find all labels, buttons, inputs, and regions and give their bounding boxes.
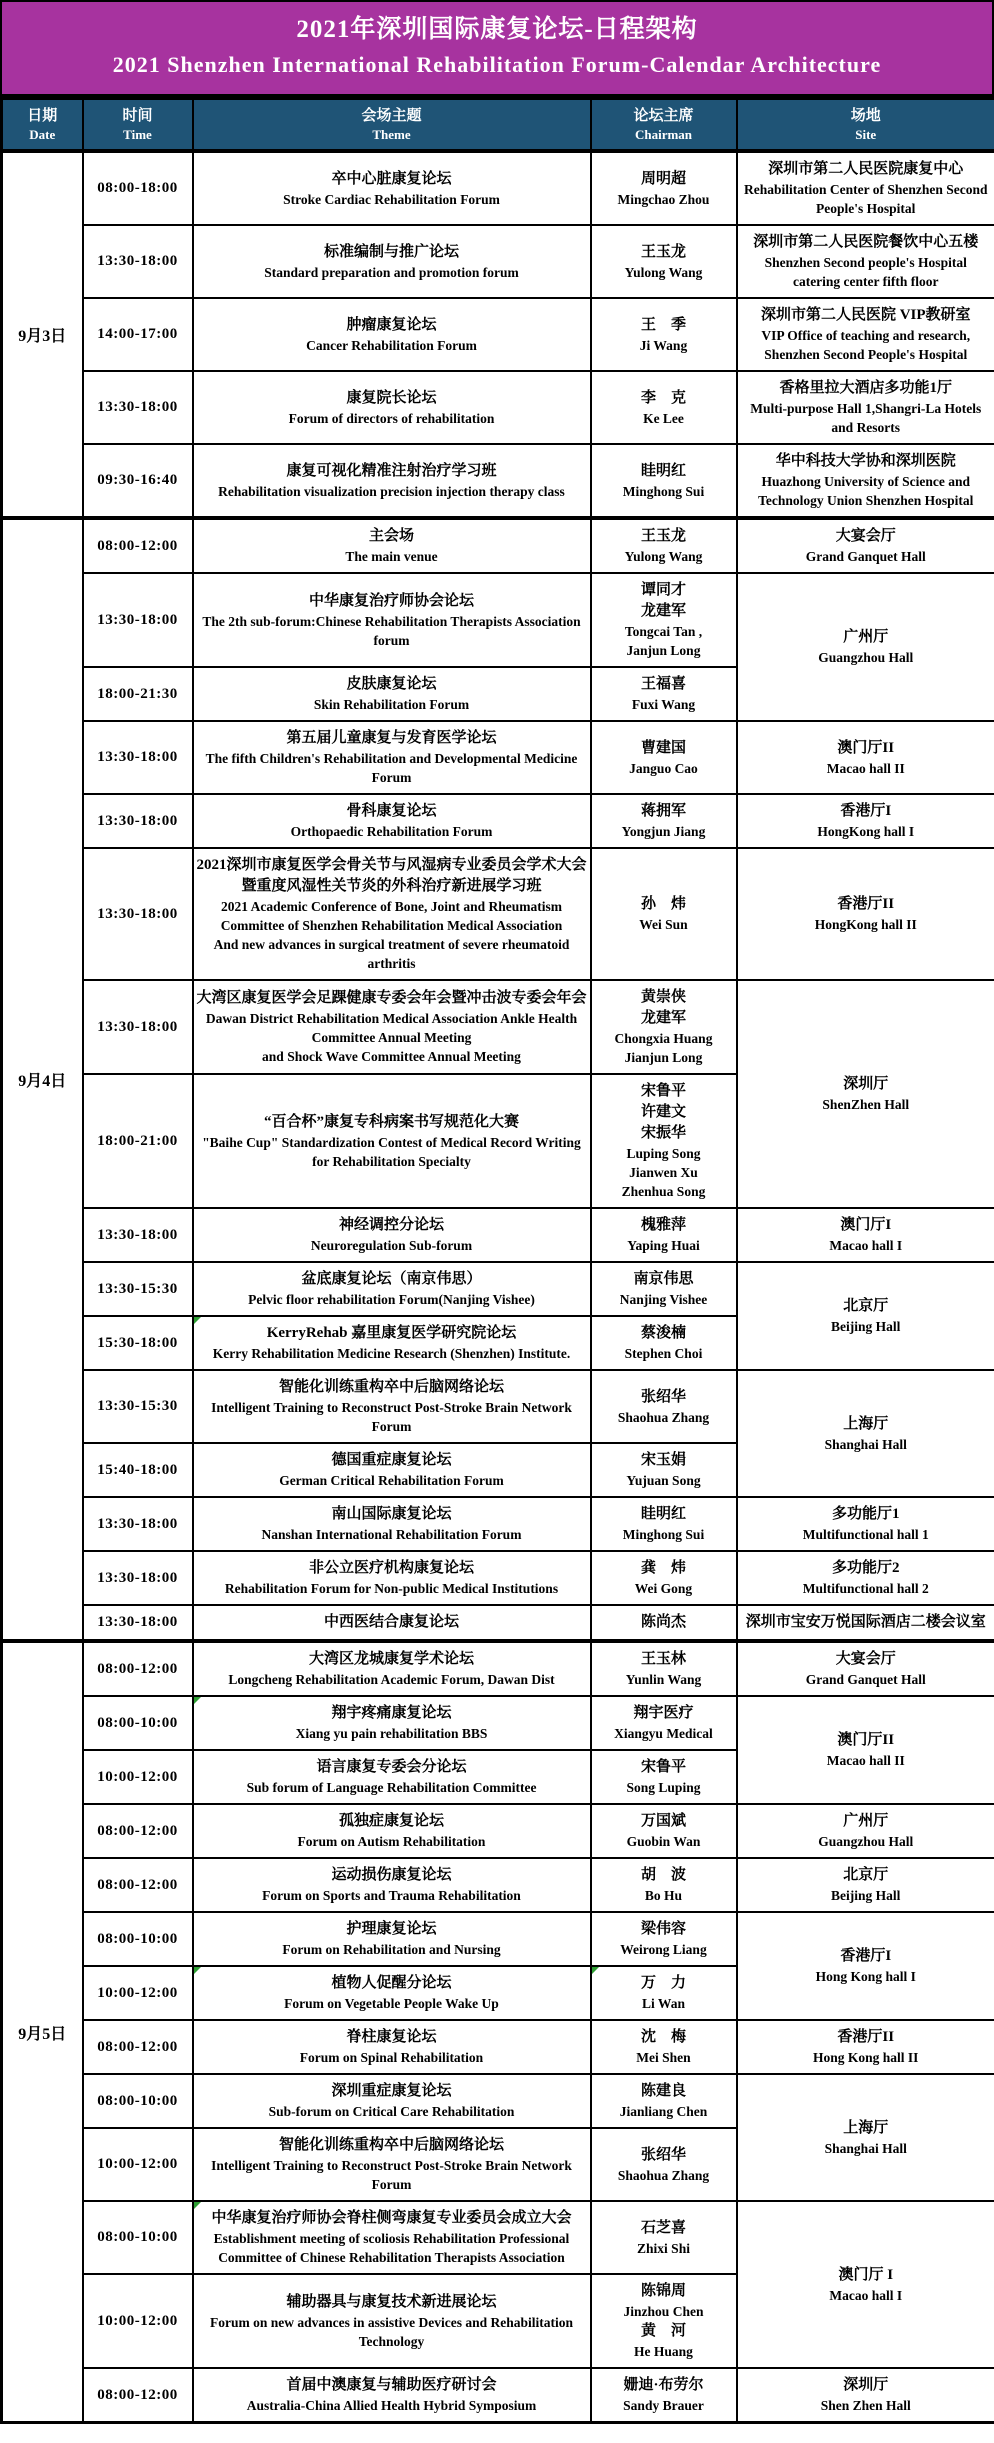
table-row <box>2 1804 994 1858</box>
time-cell: 13:30-18:00 <box>83 1551 193 1605</box>
column-header-date: 日期 Date <box>2 99 83 152</box>
chairman-cell: 眭明红 Minghong Sui <box>591 1497 737 1551</box>
theme-cell: 第五届儿童康复与发育医学论坛 The fifth Children's Rehabilitation and Developmental Medicine Forum <box>193 721 591 794</box>
chairman-cell: 孙 炜 Wei Sun <box>591 848 737 980</box>
chairman-cell: 王玉龙 Yulong Wang <box>591 518 737 573</box>
table-row <box>2 444 994 518</box>
chairman-cell: 眭明红 Minghong Sui <box>591 444 737 518</box>
theme-cell: 皮肤康复论坛 Skin Rehabilitation Forum <box>193 667 591 721</box>
theme-cell: “百合杯”康复专科病案书写规范化大赛 "Baihe Cup" Standardization Contest of Medical Record Writing for Rehabilitation Specialty <box>193 1074 591 1208</box>
column-header-theme: 会场主题 Theme <box>193 99 591 152</box>
chairman-cell: 胡 波 Bo Hu <box>591 1858 737 1912</box>
theme-cell: 智能化训练重构卒中后脑网络论坛 Intelligent Training to Reconstruct Post-Stroke Brain Network Forum <box>193 1370 591 1443</box>
date-cell: 9月4日 <box>2 518 83 1641</box>
date-cell: 9月5日 <box>2 1641 83 2423</box>
schedule-table <box>0 97 994 2424</box>
time-cell: 13:30-18:00 <box>83 573 193 667</box>
time-cell: 15:30-18:00 <box>83 1316 193 1370</box>
theme-cell: 卒中心脏康复论坛 Stroke Cardiac Rehabilitation Forum <box>193 151 591 225</box>
time-cell: 13:30-15:30 <box>83 1370 193 1443</box>
chairman-cell: 张绍华 Shaohua Zhang <box>591 1370 737 1443</box>
theme-cell: 标准编制与推广论坛 Standard preparation and promotion forum <box>193 225 591 298</box>
chairman-cell: 陈尚杰 <box>591 1605 737 1641</box>
chairman-cell: 黄崇侠 龙建军 Chongxia Huang Jianjun Long <box>591 980 737 1074</box>
site-cell: 多功能厅1 Multifunctional hall 1 <box>737 1497 994 1551</box>
site-cell: 澳门厅II Macao hall II <box>737 1696 994 1804</box>
time-cell: 13:30-18:00 <box>83 1605 193 1641</box>
table-row <box>2 1696 994 1750</box>
table-row <box>2 1497 994 1551</box>
time-cell: 13:30-18:00 <box>83 848 193 980</box>
time-cell: 10:00-12:00 <box>83 1750 193 1804</box>
theme-cell: KerryRehab 嘉里康复医学研究院论坛 Kerry Rehabilitation Medicine Research (Shenzhen) Institute. <box>193 1316 591 1370</box>
site-cell: 香格里拉大酒店多功能1厅 Multi-purpose Hall 1,Shangri-La Hotels and Resorts <box>737 371 994 444</box>
site-cell: 深圳市第二人民医院康复中心 Rehabilitation Center of Shenzhen Second People's Hospital <box>737 151 994 225</box>
chairman-cell: 翔宇医疗 Xiangyu Medical <box>591 1696 737 1750</box>
table-row <box>2 721 994 794</box>
schedule-body <box>2 151 994 2423</box>
chairman-cell: 姗迪·布劳尔 Sandy Brauer <box>591 2368 737 2423</box>
time-cell: 08:00-12:00 <box>83 1858 193 1912</box>
time-cell: 08:00-12:00 <box>83 1641 193 1696</box>
table-row <box>2 518 994 573</box>
time-cell: 09:30-16:40 <box>83 444 193 518</box>
theme-cell: 主会场 The main venue <box>193 518 591 573</box>
theme-cell: 辅助器具与康复技术新进展论坛 Forum on new advances in assistive Devices and Rehabilitation Technology <box>193 2274 591 2368</box>
site-cell: 深圳市第二人民医院 VIP教研室 VIP Office of teaching and research, Shenzhen Second People's Hospital <box>737 298 994 371</box>
time-cell: 13:30-18:00 <box>83 1208 193 1262</box>
time-cell: 13:30-15:30 <box>83 1262 193 1316</box>
chairman-cell: 宋鲁平 许建文 宋振华 Luping Song Jianwen Xu Zhenhua Song <box>591 1074 737 1208</box>
time-cell: 08:00-10:00 <box>83 1696 193 1750</box>
site-cell: 深圳厅 ShenZhen Hall <box>737 980 994 1208</box>
theme-cell: 南山国际康复论坛 Nanshan International Rehabilitation Forum <box>193 1497 591 1551</box>
time-cell: 13:30-18:00 <box>83 1497 193 1551</box>
chairman-cell: 陈建良 Jianliang Chen <box>591 2074 737 2128</box>
theme-cell: 护理康复论坛 Forum on Rehabilitation and Nursing <box>193 1912 591 1966</box>
site-cell: 澳门厅I Macao hall I <box>737 1208 994 1262</box>
theme-cell: 康复可视化精准注射治疗学习班 Rehabilitation visualization precision injection therapy class <box>193 444 591 518</box>
chairman-cell: 王 季 Ji Wang <box>591 298 737 371</box>
chairman-cell: 张绍华 Shaohua Zhang <box>591 2128 737 2201</box>
site-cell: 深圳市第二人民医院餐饮中心五楼 Shenzhen Second people's Hospital catering center fifth floor <box>737 225 994 298</box>
time-cell: 08:00-12:00 <box>83 1804 193 1858</box>
site-cell: 上海厅 Shanghai Hall <box>737 2074 994 2201</box>
table-row <box>2 1641 994 1696</box>
chairman-cell: 槐雅萍 Yaping Huai <box>591 1208 737 1262</box>
site-cell: 广州厅 Guangzhou Hall <box>737 1804 994 1858</box>
time-cell: 13:30-18:00 <box>83 371 193 444</box>
theme-cell: 康复院长论坛 Forum of directors of rehabilitation <box>193 371 591 444</box>
chairman-cell: 王福喜 Fuxi Wang <box>591 667 737 721</box>
time-cell: 08:00-18:00 <box>83 151 193 225</box>
chairman-cell: 南京伟思 Nanjing Vishee <box>591 1262 737 1316</box>
site-cell: 澳门厅II Macao hall II <box>737 721 994 794</box>
chairman-cell: 谭同才 龙建军 Tongcai Tan , Janjun Long <box>591 573 737 667</box>
chairman-cell: 曹建国 Janguo Cao <box>591 721 737 794</box>
theme-cell: 神经调控分论坛 Neuroregulation Sub-forum <box>193 1208 591 1262</box>
time-cell: 10:00-12:00 <box>83 2128 193 2201</box>
time-cell: 13:30-18:00 <box>83 721 193 794</box>
table-row <box>2 2020 994 2074</box>
table-row <box>2 1551 994 1605</box>
theme-cell: 盆底康复论坛（南京伟思） Pelvic floor rehabilitation Forum(Nanjing Vishee) <box>193 1262 591 1316</box>
site-cell: 多功能厅2 Multifunctional hall 2 <box>737 1551 994 1605</box>
theme-cell: 深圳重症康复论坛 Sub-forum on Critical Care Rehabilitation <box>193 2074 591 2128</box>
site-cell: 澳门厅 I Macao hall I <box>737 2201 994 2368</box>
table-row <box>2 1605 994 1641</box>
chairman-cell: 万国斌 Guobin Wan <box>591 1804 737 1858</box>
site-cell: 广州厅 Guangzhou Hall <box>737 573 994 721</box>
theme-cell: 脊柱康复论坛 Forum on Spinal Rehabilitation <box>193 2020 591 2074</box>
chairman-cell: 石芝喜 Zhixi Shi <box>591 2201 737 2274</box>
chairman-cell: 蔡浚楠 Stephen Choi <box>591 1316 737 1370</box>
theme-cell: 首届中澳康复与辅助医疗研讨会 Australia-China Allied Health Hybrid Symposium <box>193 2368 591 2423</box>
site-cell: 北京厅 Beijing Hall <box>737 1262 994 1370</box>
site-cell: 上海厅 Shanghai Hall <box>737 1370 994 1497</box>
time-cell: 13:30-18:00 <box>83 225 193 298</box>
chairman-cell: 宋鲁平 Song Luping <box>591 1750 737 1804</box>
site-cell: 香港厅II Hong Kong hall II <box>737 2020 994 2074</box>
theme-cell: 大湾区龙城康复学术论坛 Longcheng Rehabilitation Academic Forum, Dawan Dist <box>193 1641 591 1696</box>
theme-cell: 语言康复专委会分论坛 Sub forum of Language Rehabilitation Committee <box>193 1750 591 1804</box>
site-cell: 香港厅I Hong Kong hall I <box>737 1912 994 2020</box>
table-row <box>2 1208 994 1262</box>
chairman-cell: 梁伟容 Weirong Liang <box>591 1912 737 1966</box>
table-row <box>2 1262 994 1316</box>
chairman-cell: 王玉林 Yunlin Wang <box>591 1641 737 1696</box>
column-header-chairman: 论坛主席 Chairman <box>591 99 737 152</box>
time-cell: 08:00-10:00 <box>83 2201 193 2274</box>
table-row <box>2 1370 994 1443</box>
theme-cell: 孤独症康复论坛 Forum on Autism Rehabilitation <box>193 1804 591 1858</box>
table-row <box>2 298 994 371</box>
theme-cell: 运动损伤康复论坛 Forum on Sports and Trauma Rehabilitation <box>193 1858 591 1912</box>
table-row <box>2 573 994 667</box>
chairman-cell: 陈锦周 Jinzhou Chen 黄 河 He Huang <box>591 2274 737 2368</box>
table-row <box>2 2201 994 2274</box>
site-cell: 北京厅 Beijing Hall <box>737 1858 994 1912</box>
theme-cell: 中华康复治疗师协会脊柱侧弯康复专业委员会成立大会 Establishment meeting of scoliosis Rehabilitation Professional Committee of Chinese Rehabilitation Therapists Association <box>193 2201 591 2274</box>
chairman-cell: 王玉龙 Yulong Wang <box>591 225 737 298</box>
site-cell: 华中科技大学协和深圳医院 Huazhong University of Science and Technology Union Shenzhen Hospital <box>737 444 994 518</box>
chairman-cell: 李 克 Ke Lee <box>591 371 737 444</box>
table-row <box>2 2368 994 2423</box>
column-header-site: 场地 Site <box>737 99 994 152</box>
header-row <box>2 99 994 152</box>
time-cell: 08:00-12:00 <box>83 2020 193 2074</box>
time-cell: 08:00-12:00 <box>83 2368 193 2423</box>
time-cell: 13:30-18:00 <box>83 794 193 848</box>
time-cell: 14:00-17:00 <box>83 298 193 371</box>
column-header-time: 时间 Time <box>83 99 193 152</box>
theme-cell: 大湾区康复医学会足踝健康专委会年会暨冲击波专委会年会 Dawan District Rehabilitation Medical Association Ankle Health Committee Annual Meeting and Shock Wave Committee Annual Meeting <box>193 980 591 1074</box>
theme-cell: 肿瘤康复论坛 Cancer Rehabilitation Forum <box>193 298 591 371</box>
site-cell: 香港厅II HongKong hall II <box>737 848 994 980</box>
chairman-cell: 龚 炜 Wei Gong <box>591 1551 737 1605</box>
site-cell: 大宴会厅 Grand Ganquet Hall <box>737 1641 994 1696</box>
chairman-cell: 蒋拥军 Yongjun Jiang <box>591 794 737 848</box>
table-row <box>2 1912 994 1966</box>
site-cell: 深圳厅 Shen Zhen Hall <box>737 2368 994 2423</box>
table-row <box>2 1858 994 1912</box>
time-cell: 08:00-10:00 <box>83 1912 193 1966</box>
site-cell: 深圳市宝安万悦国际酒店二楼会议室 <box>737 1605 994 1641</box>
table-row <box>2 980 994 1074</box>
theme-cell: 智能化训练重构卒中后脑网络论坛 Intelligent Training to Reconstruct Post-Stroke Brain Network Forum <box>193 2128 591 2201</box>
site-cell: 大宴会厅 Grand Ganquet Hall <box>737 518 994 573</box>
chairman-cell: 周明超 Mingchao Zhou <box>591 151 737 225</box>
table-row <box>2 225 994 298</box>
time-cell: 10:00-12:00 <box>83 1966 193 2020</box>
theme-cell: 骨科康复论坛 Orthopaedic Rehabilitation Forum <box>193 794 591 848</box>
time-cell: 13:30-18:00 <box>83 980 193 1074</box>
time-cell: 10:00-12:00 <box>83 2274 193 2368</box>
page-title-zh: 2021年深圳国际康复论坛-日程架构 <box>296 16 698 43</box>
chairman-cell: 万 力 Li Wan <box>591 1966 737 2020</box>
time-cell: 15:40-18:00 <box>83 1443 193 1497</box>
theme-cell: 中华康复治疗师协会论坛 The 2th sub-forum:Chinese Rehabilitation Therapists Association forum <box>193 573 591 667</box>
title-banner <box>0 0 994 97</box>
chairman-cell: 沈 梅 Mei Shen <box>591 2020 737 2074</box>
table-row <box>2 151 994 225</box>
time-cell: 08:00-12:00 <box>83 518 193 573</box>
theme-cell: 2021深圳市康复医学会骨关节与风湿病专业委员会学术大会 暨重度风湿性关节炎的外科治疗新进展学习班 2021 Academic Conference of Bone, Joint and Rheumatism Committee of Shenzhen Rehabilitation Medical Association And new advances in surgical treatment of severe rheumatoid arthritis <box>193 848 591 980</box>
table-row <box>2 794 994 848</box>
chairman-cell: 宋玉娟 Yujuan Song <box>591 1443 737 1497</box>
theme-cell: 德国重症康复论坛 German Critical Rehabilitation Forum <box>193 1443 591 1497</box>
page-title-en: 2021 Shenzhen International Rehabilitation Forum-Calendar Architecture <box>112 52 882 77</box>
date-cell: 9月3日 <box>2 151 83 518</box>
theme-cell: 植物人促醒分论坛 Forum on Vegetable People Wake Up <box>193 1966 591 2020</box>
theme-cell: 中西医结合康复论坛 <box>193 1605 591 1641</box>
time-cell: 08:00-10:00 <box>83 2074 193 2128</box>
table-row <box>2 848 994 980</box>
table-row <box>2 371 994 444</box>
theme-cell: 翔宇疼痛康复论坛 Xiang yu pain rehabilitation BBS <box>193 1696 591 1750</box>
time-cell: 18:00-21:30 <box>83 667 193 721</box>
table-row <box>2 2074 994 2128</box>
site-cell: 香港厅I HongKong hall I <box>737 794 994 848</box>
theme-cell: 非公立医疗机构康复论坛 Rehabilitation Forum for Non-public Medical Institutions <box>193 1551 591 1605</box>
time-cell: 18:00-21:00 <box>83 1074 193 1208</box>
